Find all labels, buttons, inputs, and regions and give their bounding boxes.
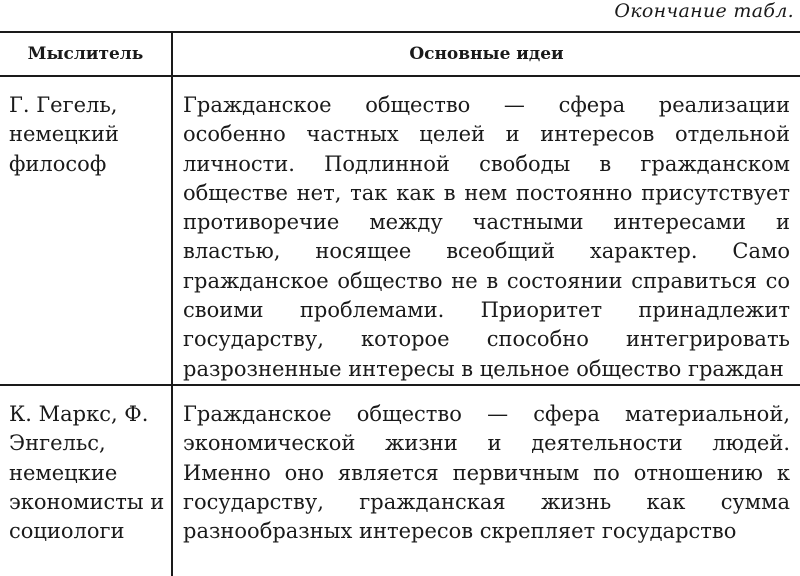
table-header-row: [0, 32, 800, 76]
table-caption: Окончание табл.: [614, 0, 794, 22]
header-thinker: Мыслитель: [0, 32, 172, 76]
thinkers-ideas-table: [0, 31, 800, 576]
header-main-ideas: Основные идеи: [172, 32, 800, 76]
table-row: [0, 76, 800, 385]
thinker-cell: К. Маркс, Ф. Энгельс, немецкие экономисты и социологи: [0, 385, 172, 576]
table-row: [0, 385, 800, 576]
ideas-cell: Гражданское общество — сфера реализации особенно частных целей и интересов отдельной личности. Подлинной свободы в гражданском обществе нет, так как в нем постоянно присутствует противоречие между частными интересами и властью, носящее всеобщий характер. Само гражданское общество не в состоянии справиться со своими проблемами. Приоритет принадлежит государству, которое способно интегрировать разрозненные интересы в цельное общество граждан: [172, 76, 800, 385]
thinker-cell: Г. Гегель, немецкий философ: [0, 76, 172, 385]
ideas-cell: Гражданское общество — сфера материальной, экономической жизни и деятельности людей. Именно оно является первичным по отношению к государству, гражданская жизнь как сумма разнообразных интересов скрепляет государство: [172, 385, 800, 576]
